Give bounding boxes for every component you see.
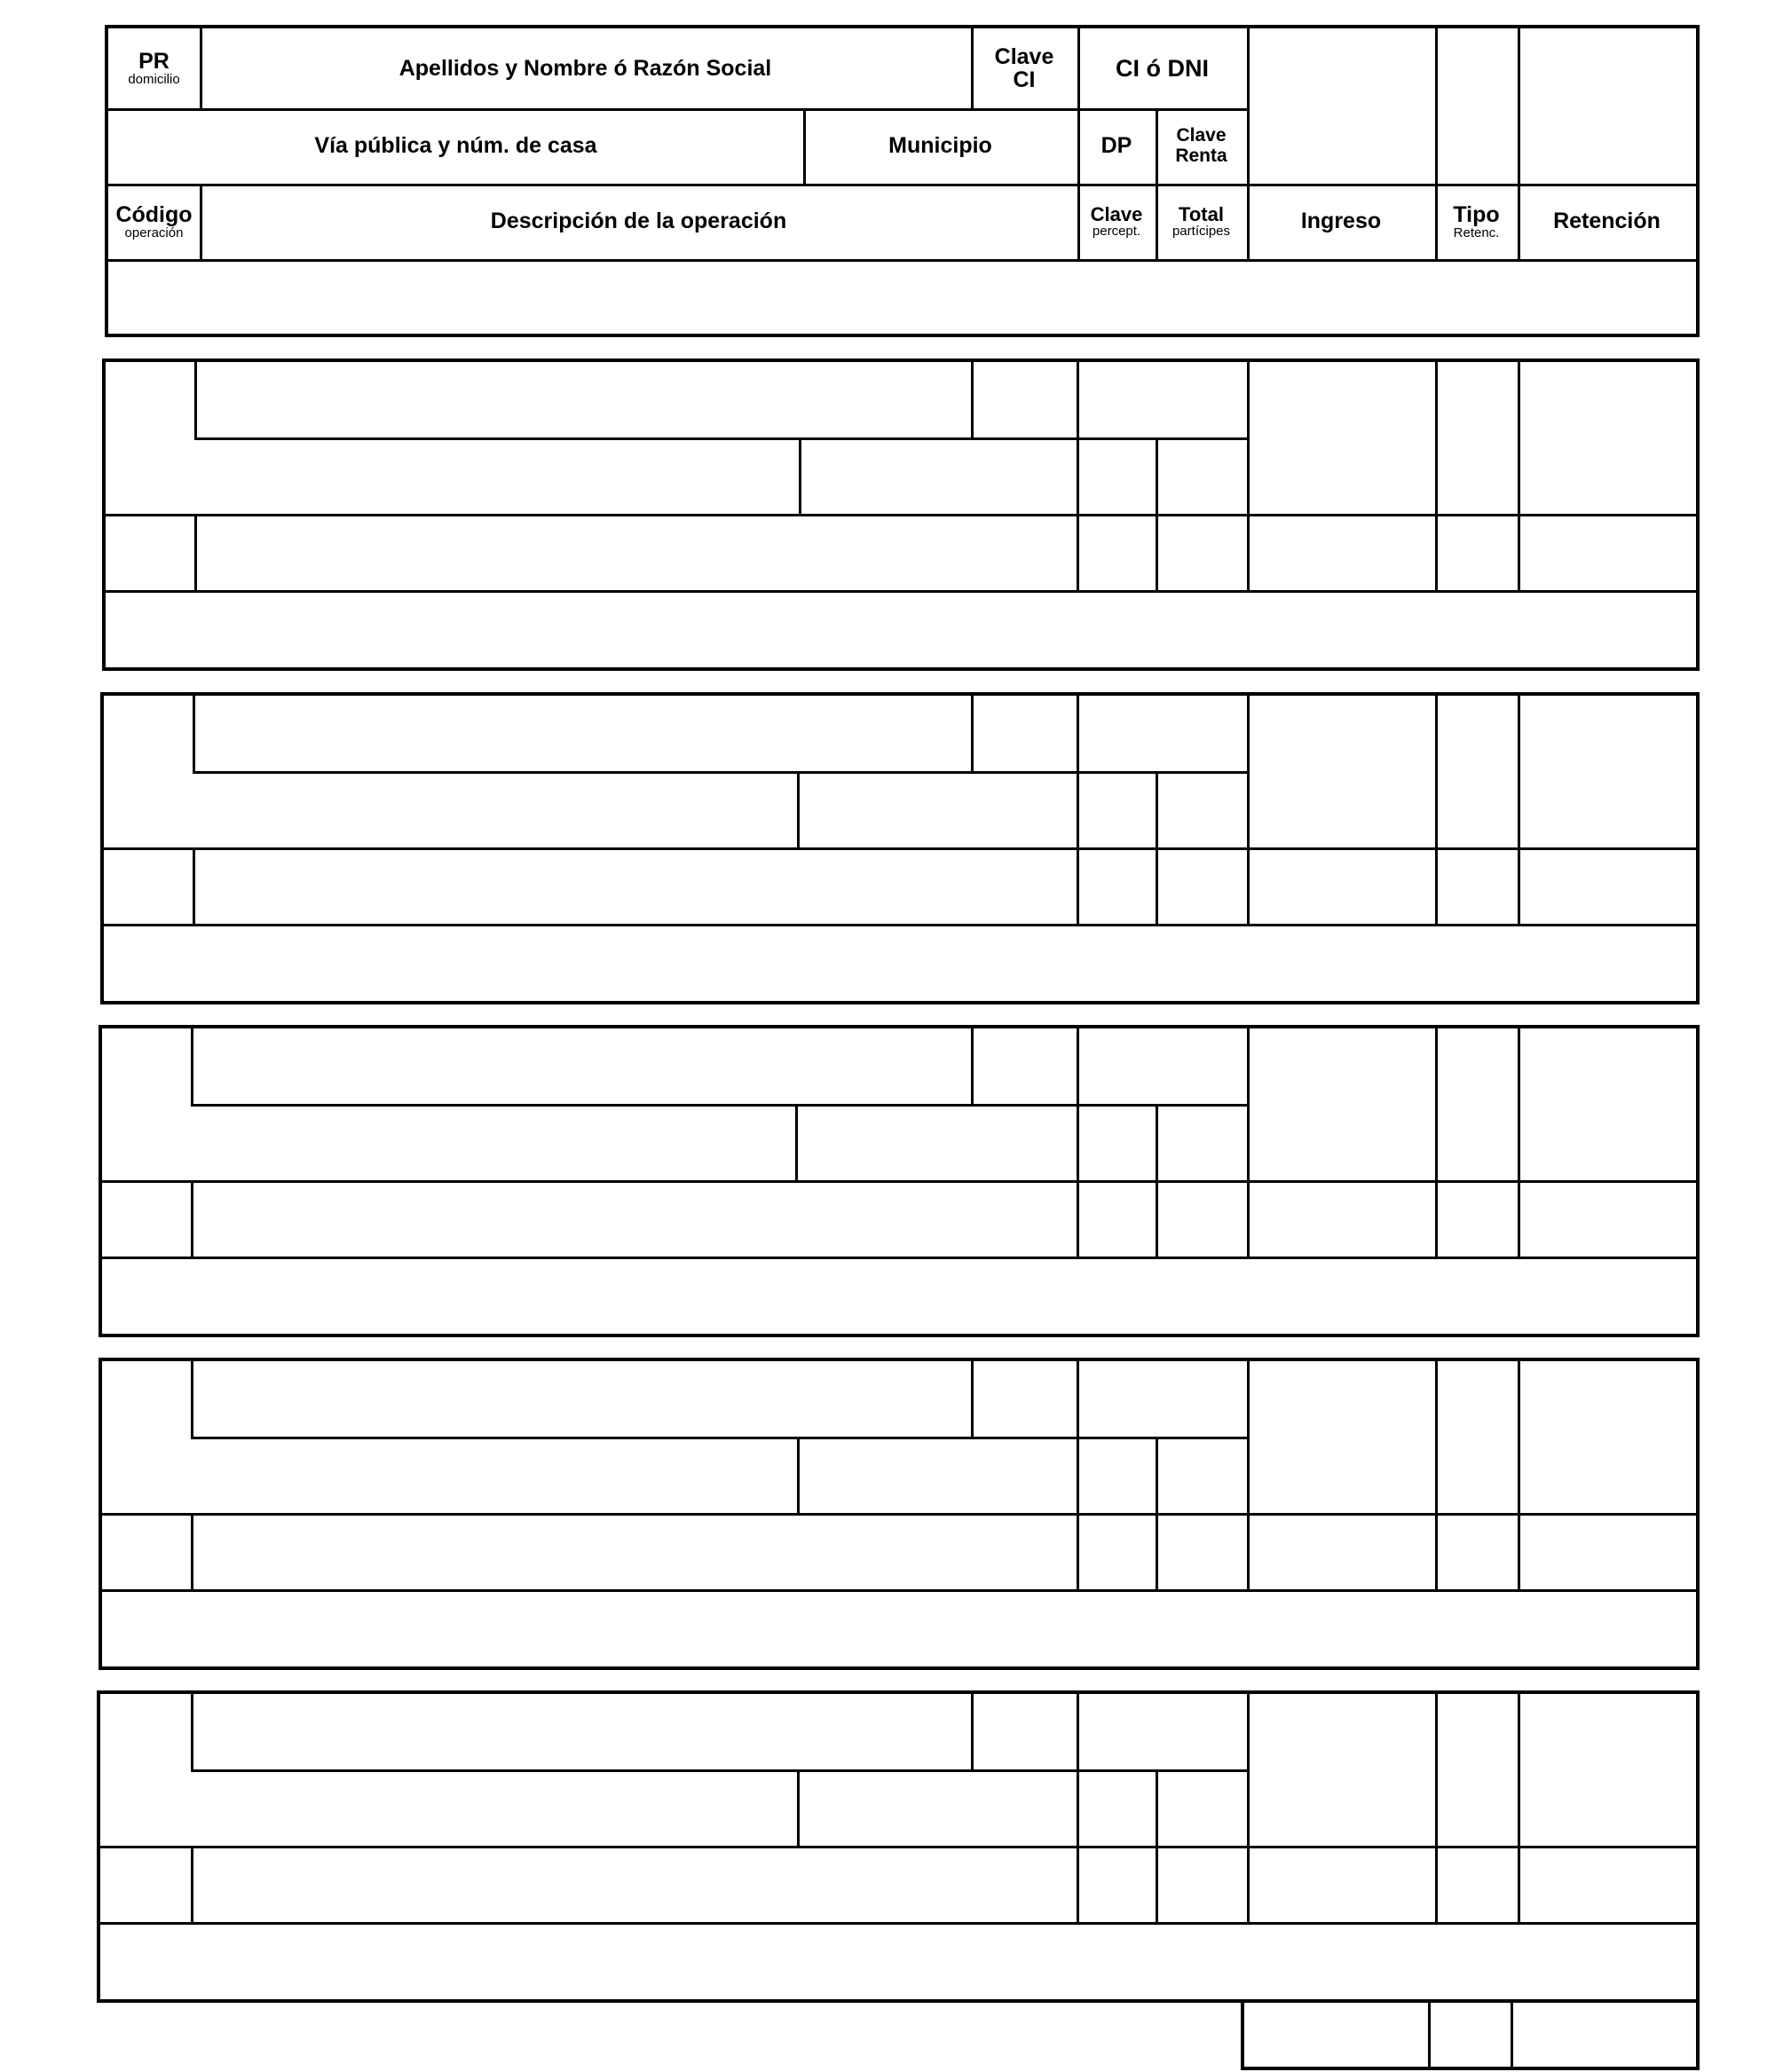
clave-renta-label-line1: Clave (1176, 125, 1227, 146)
codigo-operacion-field[interactable] (102, 1513, 191, 1589)
clave-ci-field[interactable] (971, 1361, 1077, 1437)
clave-renta-field[interactable] (1156, 437, 1247, 514)
dp-field[interactable] (1077, 1104, 1156, 1180)
retencion-field[interactable] (1518, 1028, 1696, 1257)
dp-field[interactable] (1077, 437, 1156, 514)
ingreso-field[interactable] (1247, 1361, 1435, 1589)
totals-block (1241, 1999, 1700, 2070)
clave-renta-field[interactable] (1156, 1104, 1247, 1180)
pr-domicilio-field[interactable] (102, 1361, 191, 1437)
descripcion-operacion-field[interactable] (191, 1846, 1077, 1922)
ingreso-field[interactable] (1247, 1028, 1435, 1257)
extra-row-field[interactable] (104, 924, 1696, 1001)
total-retencion-field[interactable] (1511, 2002, 1696, 2067)
apellidos-header (200, 28, 971, 108)
percept-label: percept. (1092, 224, 1141, 240)
dp-field[interactable] (1077, 1769, 1156, 1846)
record-block (100, 692, 1700, 1004)
tipo-retenc-field[interactable] (1435, 1028, 1518, 1257)
record-block (99, 1025, 1700, 1337)
descripcion-operacion-field[interactable] (194, 514, 1077, 590)
ci-dni-field[interactable] (1077, 1361, 1247, 1437)
codigo-operacion-header (108, 184, 200, 259)
apellidos-label: Apellidos y Nombre ó Razón Social (398, 55, 772, 81)
municipio-label: Municipio (888, 133, 992, 159)
descripcion-operacion-field[interactable] (193, 847, 1077, 924)
via-publica-field[interactable] (102, 1104, 795, 1180)
tipo-retenc-field[interactable] (1435, 362, 1518, 590)
retenc-label: Retenc. (1453, 225, 1500, 240)
total-participes-field[interactable] (1156, 1513, 1247, 1589)
retencion-field[interactable] (1518, 1694, 1696, 1922)
ci-dni-field[interactable] (1077, 1694, 1247, 1769)
apellidos-nombre-field[interactable] (193, 696, 971, 771)
pr-label: PR (138, 49, 170, 74)
record-block (99, 1358, 1700, 1670)
extra-row-field[interactable] (106, 590, 1696, 667)
clave-percept-field[interactable] (1077, 1846, 1156, 1922)
clave-renta-field[interactable] (1156, 1437, 1247, 1513)
municipio-field[interactable] (795, 1104, 1077, 1180)
ci-dni-field[interactable] (1077, 1028, 1247, 1104)
tipo-retenc-header (1435, 184, 1518, 259)
clave-renta-header (1156, 108, 1247, 184)
clave-renta-field[interactable] (1156, 771, 1247, 847)
clave-ci-field[interactable] (971, 696, 1077, 771)
dp-field[interactable] (1077, 1437, 1156, 1513)
descripcion-header (200, 184, 1077, 259)
clave-ci-field[interactable] (971, 1028, 1077, 1104)
descripcion-operacion-field[interactable] (191, 1180, 1077, 1257)
municipio-field[interactable] (797, 1437, 1077, 1513)
clave-percept-field[interactable] (1077, 1180, 1156, 1257)
ingreso-field[interactable] (1247, 1694, 1435, 1922)
tipo-retenc-field[interactable] (1435, 1694, 1518, 1922)
codigo-operacion-field[interactable] (104, 847, 193, 924)
via-publica-field[interactable] (100, 1769, 797, 1846)
municipio-header (803, 108, 1077, 184)
pr-domicilio-field[interactable] (106, 362, 194, 437)
codigo-operacion-field[interactable] (102, 1180, 191, 1257)
clave-ci-header (971, 28, 1077, 108)
total-participes-field[interactable] (1156, 514, 1247, 590)
ingreso-field[interactable] (1247, 696, 1435, 924)
total-tipo-field[interactable] (1428, 2002, 1511, 2067)
retencion-field[interactable] (1518, 362, 1696, 590)
total-label: Total (1179, 203, 1224, 226)
municipio-field[interactable] (799, 437, 1077, 514)
municipio-field[interactable] (797, 1769, 1077, 1846)
pr-domicilio-field[interactable] (104, 696, 193, 771)
total-ingreso-field[interactable] (1244, 2002, 1428, 2067)
retencion-field[interactable] (1518, 1361, 1696, 1589)
retencion-label: Retención (1553, 209, 1661, 234)
record-block (102, 358, 1700, 671)
ingreso-header (1247, 184, 1435, 259)
apellidos-nombre-field[interactable] (191, 1028, 971, 1104)
extra-row-field[interactable] (102, 1589, 1696, 1666)
descripcion-operacion-field[interactable] (191, 1513, 1077, 1589)
ci-dni-label: CI ó DNI (1116, 54, 1209, 82)
apellidos-nombre-field[interactable] (191, 1694, 971, 1769)
descripcion-label: Descripción de la operación (490, 209, 787, 234)
codigo-operacion-field[interactable] (100, 1846, 191, 1922)
dp-header (1077, 108, 1156, 184)
pr-domicilio-field[interactable] (102, 1028, 191, 1104)
dp-field[interactable] (1077, 771, 1156, 847)
clave-ci-field[interactable] (971, 1694, 1077, 1769)
clave-percept-header (1077, 184, 1156, 259)
ci-dni-field[interactable] (1077, 362, 1247, 437)
clave-percept-field[interactable] (1077, 847, 1156, 924)
tipo-retenc-field[interactable] (1435, 696, 1518, 924)
clave-percept-field[interactable] (1077, 514, 1156, 590)
total-participes-field[interactable] (1156, 847, 1247, 924)
total-participes-field[interactable] (1156, 1846, 1247, 1922)
pr-domicilio-field[interactable] (100, 1694, 191, 1769)
pr-domicilio-header (108, 28, 200, 108)
dp-label: DP (1100, 133, 1132, 159)
tipo-label: Tipo (1453, 201, 1500, 227)
extra-row-field[interactable] (100, 1922, 1696, 1999)
participes-label: partícipes (1172, 224, 1231, 240)
ci-dni-field[interactable] (1077, 696, 1247, 771)
header-block (105, 25, 1700, 337)
ingreso-label: Ingreso (1300, 209, 1382, 234)
clave-renta-label-line2: Renta (1175, 145, 1227, 166)
operacion-label: operación (124, 225, 184, 240)
extra-row-field[interactable] (102, 1257, 1696, 1334)
clave-ci-label-line2: CI (1013, 67, 1036, 92)
clave-renta-field[interactable] (1156, 1769, 1247, 1846)
clave-percept-label: Clave (1090, 203, 1143, 226)
municipio-field[interactable] (797, 771, 1077, 847)
via-publica-field[interactable] (106, 437, 799, 514)
retencion-header (1518, 184, 1696, 259)
clave-percept-field[interactable] (1077, 1513, 1156, 1589)
codigo-label: Código (115, 201, 193, 227)
tipo-retenc-field[interactable] (1435, 1361, 1518, 1589)
codigo-operacion-field[interactable] (106, 514, 194, 590)
via-publica-field[interactable] (102, 1437, 797, 1513)
via-publica-label: Vía pública y núm. de casa (314, 133, 597, 159)
via-publica-header (108, 108, 803, 184)
ci-dni-header (1077, 28, 1247, 108)
record-block (97, 1690, 1700, 2003)
clave-ci-label-line1: Clave (994, 43, 1054, 69)
domicilio-label: domicilio (128, 72, 180, 88)
apellidos-nombre-field[interactable] (191, 1361, 971, 1437)
total-participes-field[interactable] (1156, 1180, 1247, 1257)
apellidos-nombre-field[interactable] (194, 362, 971, 437)
clave-ci-field[interactable] (971, 362, 1077, 437)
total-participes-header (1156, 184, 1247, 259)
ingreso-field[interactable] (1247, 362, 1435, 590)
retencion-field[interactable] (1518, 696, 1696, 924)
via-publica-field[interactable] (104, 771, 797, 847)
